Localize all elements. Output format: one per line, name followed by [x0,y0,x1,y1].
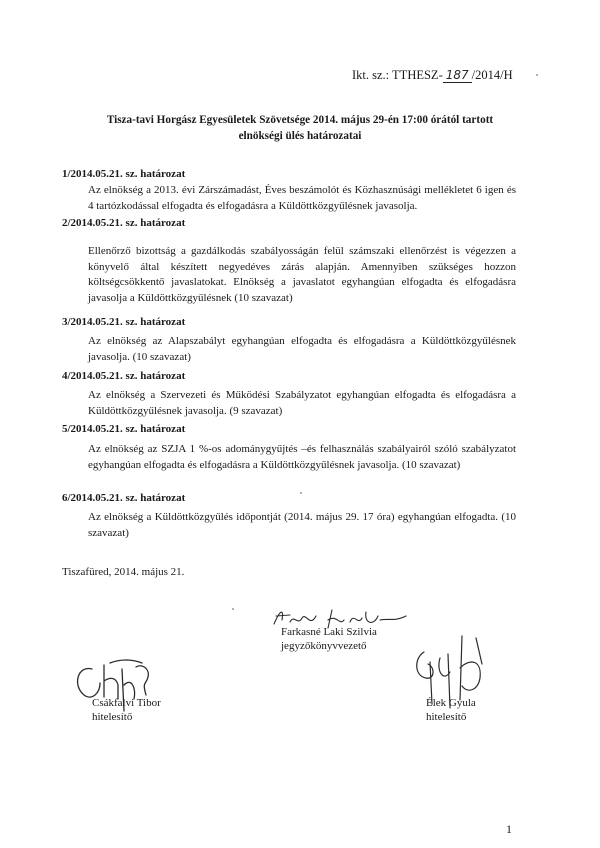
title-line-1: Tisza-tavi Horgász Egyesületek Szövetsége 2014. május 29-én 17:00 órától tartott [106,114,494,126]
left-certifier-role: hitelesítő [92,711,133,723]
right-certifier-block [426,696,476,724]
recorder-name: Farkasné Laki Szilvia [281,626,377,638]
resolution-3-text: Az elnökség az Alapszabályt egyhangúan elfogadta és elfogadásra a Küldöttközgyűlésnek javasolja. (10 szavazat) [88,335,516,363]
resolution-1-text: Az elnökség a 2013. évi Zárszámadást, Éves beszámolót és Közhasznúsági mellékletet 6 igen és 4 tartózkodással elfogadta és elfogadásra a Küldöttközgyűlésnek javasolja. [88,184,516,212]
left-certifier-name: Csákfalvi Tibor [92,697,161,709]
scan-speck [232,608,234,610]
resolution-3-heading: 3/2014.05.21. sz. határozat [62,316,186,328]
registration-suffix: /2014/H [471,68,513,82]
right-certifier-role: hitelesítő [426,711,467,723]
scan-speck [300,492,302,494]
resolution-4-heading: 4/2014.05.21. sz. határozat [62,370,186,382]
resolution-1-heading: 1/2014.05.21. sz. határozat [62,168,186,180]
recorder-role: jegyzőkönyvvezető [281,640,367,652]
registration-label: Ikt. sz.: TTHESZ- [352,68,443,82]
resolution-2-text: Ellenőrző bizottság a gazdálkodás szabályosságán felül számszaki ellenőrzést is végezzen a könyvelő által készített negyedéves zárás alapján. Amennyiben szükséges hozzon költségcsökkentő javaslatokat. Elnökség a javaslatot egyhangúan elfogadta és elfogadásra javasolja a Küldöttközgyűlésnek (10 szavazat) [88,245,516,304]
registration-handwritten-number: 187 [443,68,472,83]
place-date: Tiszafüred, 2014. május 21. [62,566,185,578]
resolution-5-text: Az elnökség az SZJA 1 %-os adománygyűjtés –és felhasználás szabályairól szóló szabályzatot egyhangúan elfogadta és elfogadásra a Küldöttközgyűlésnek javasolja. (10 szavazat) [88,443,516,471]
resolution-2-heading: 2/2014.05.21. sz. határozat [62,217,186,229]
resolution-5-heading: 5/2014.05.21. sz. határozat [62,423,186,435]
title-line-2: elnökségi ülés határozatai [238,130,362,142]
document-title [70,112,530,144]
right-certifier-name: Élek Gyula [426,697,476,709]
resolution-6-heading: 6/2014.05.21. sz. határozat [62,492,186,504]
left-certifier-block [92,696,161,724]
page-number: 1 [506,822,512,836]
recorder-block [281,625,377,653]
resolution-4-text: Az elnökség a Szervezeti és Működési Szabályzatot egyhangúan elfogadta és elfogadásra a Küldöttközgyűlésnek javasolja. (9 szavazat) [88,389,516,417]
registration-number [352,68,513,83]
scan-speck [536,74,538,76]
resolution-6-text: Az elnökség a Küldöttközgyűlés időpontját (2014. május 29. 17 óra) egyhangúan elfogadta. (10 szavazat) [88,511,516,539]
